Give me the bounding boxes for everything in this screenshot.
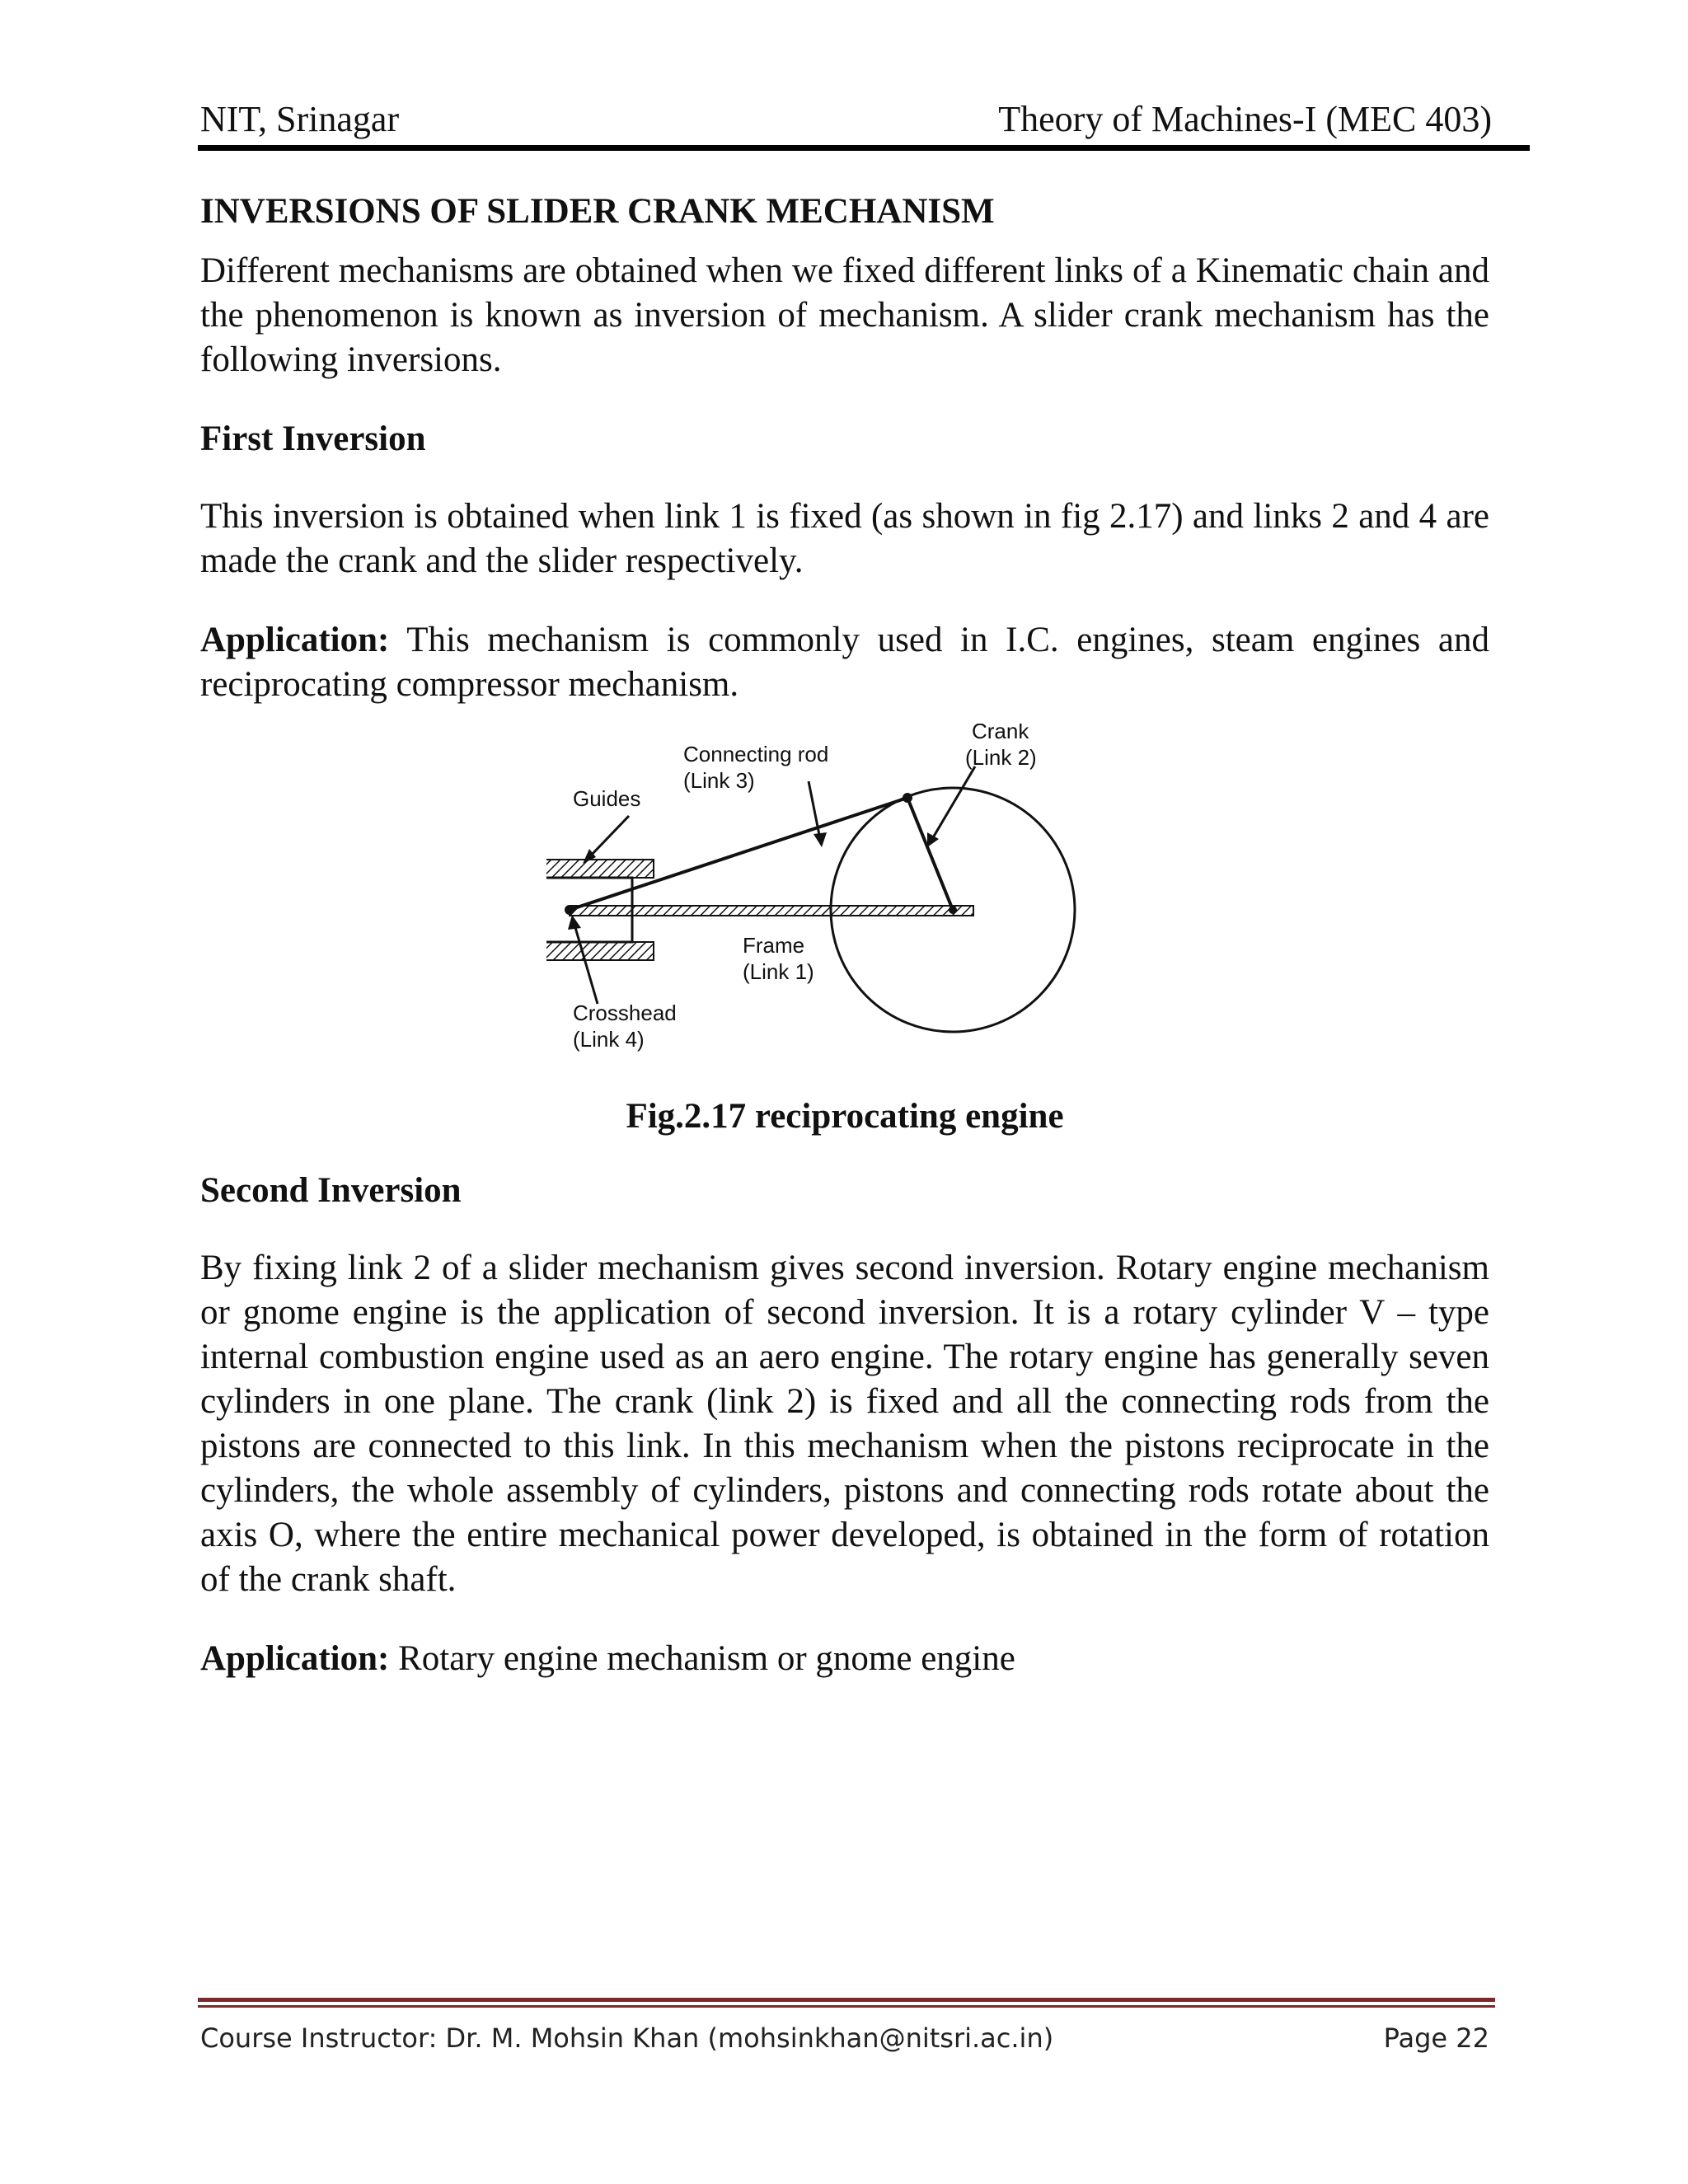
- first-inversion-paragraph: This inversion is obtained when link 1 is fixed (as shown in fig 2.17) and links 2 and 4 are made the crank and the slider respectively.: [200, 497, 1489, 580]
- section-title: INVERSIONS OF SLIDER CRANK MECHANISM: [200, 192, 995, 231]
- footer-divider-thin: [198, 2005, 1495, 2008]
- application-label: Application:: [200, 1639, 390, 1678]
- label-crank-link: (Link 2): [965, 745, 1037, 770]
- label-connecting-rod: Connecting rod: [683, 742, 829, 766]
- label-frame-link: (Link 1): [743, 959, 814, 984]
- crank-leader: [932, 766, 975, 839]
- rod-arrowhead: [814, 832, 827, 847]
- application-label: Application:: [200, 621, 390, 659]
- guides-leader: [589, 816, 629, 857]
- label-crank: Crank: [972, 724, 1029, 743]
- second-inversion-paragraph: By fixing link 2 of a slider mechanism gives second inversion. Rotary engine mechanism or gnome engine is the application of second inversion. It is a rotary cylinder V – type internal combustion engine used as an aero engine. The rotary engine has generally seven cylinders in one plane. The crank (link 2) is fixed and all the connecting rods from the pistons are connected to this link. In this mechanism when the pistons reciprocate in the cylinders, the whole assembly of cylinders, pistons and connecting rods rotate about the axis O, where the entire mechanical power developed, is obtained in the form of rotation of the crank shaft.: [200, 1249, 1489, 1599]
- crank-center: [949, 906, 957, 914]
- label-crosshead-link: (Link 4): [573, 1027, 645, 1052]
- crosshead-arrowhead: [568, 915, 581, 930]
- bottom-guide: [546, 942, 654, 960]
- label-connecting-rod-link: (Link 3): [683, 768, 755, 793]
- application-text: This mechanism is commonly used in I.C. engines, steam engines and reciprocating compressor mechanism.: [200, 621, 1489, 704]
- top-guide: [546, 860, 654, 878]
- frame-link: [570, 906, 973, 916]
- label-frame: Frame: [743, 933, 805, 958]
- header-institution: NIT, Srinagar: [200, 99, 400, 139]
- connecting-rod: [570, 798, 907, 910]
- figure-caption: Fig.2.17 reciprocating engine: [626, 1097, 1064, 1136]
- crank-pin: [903, 793, 912, 803]
- page-footer: [200, 2018, 1489, 2059]
- second-inversion-heading: Second Inversion: [200, 1171, 462, 1210]
- figure-reciprocating-engine: [200, 724, 1489, 1070]
- label-crosshead: Crosshead: [573, 1001, 677, 1025]
- second-inversion-application: [200, 1637, 1489, 1681]
- crosshead-pin: [565, 905, 574, 915]
- page-header: [200, 95, 1492, 144]
- footer-divider-thick: [198, 1998, 1495, 2002]
- crosshead-leader: [574, 925, 598, 1004]
- footer-instructor: Course Instructor: Dr. M. Mohsin Khan (mohsinkhan@nitsri.ac.in): [200, 2022, 1054, 2054]
- crank-arrowhead: [927, 832, 939, 847]
- page-number: Page 22: [1383, 2022, 1489, 2054]
- label-guides: Guides: [573, 786, 641, 811]
- header-course-title: Theory of Machines-I (MEC 403): [998, 99, 1492, 139]
- first-inversion-heading: First Inversion: [200, 419, 426, 458]
- first-inversion-application: [200, 618, 1489, 707]
- header-divider: [198, 145, 1530, 151]
- page-content: [200, 190, 1489, 1716]
- intro-paragraph: Different mechanisms are obtained when we fixed different links of a Kinematic chain and the phenomenon is known as inversion of mechanism. A slider crank mechanism has the following inversions.: [200, 251, 1489, 379]
- slider-crank-diagram: [546, 724, 1140, 1070]
- application-text: Rotary engine mechanism or gnome engine: [389, 1639, 1015, 1678]
